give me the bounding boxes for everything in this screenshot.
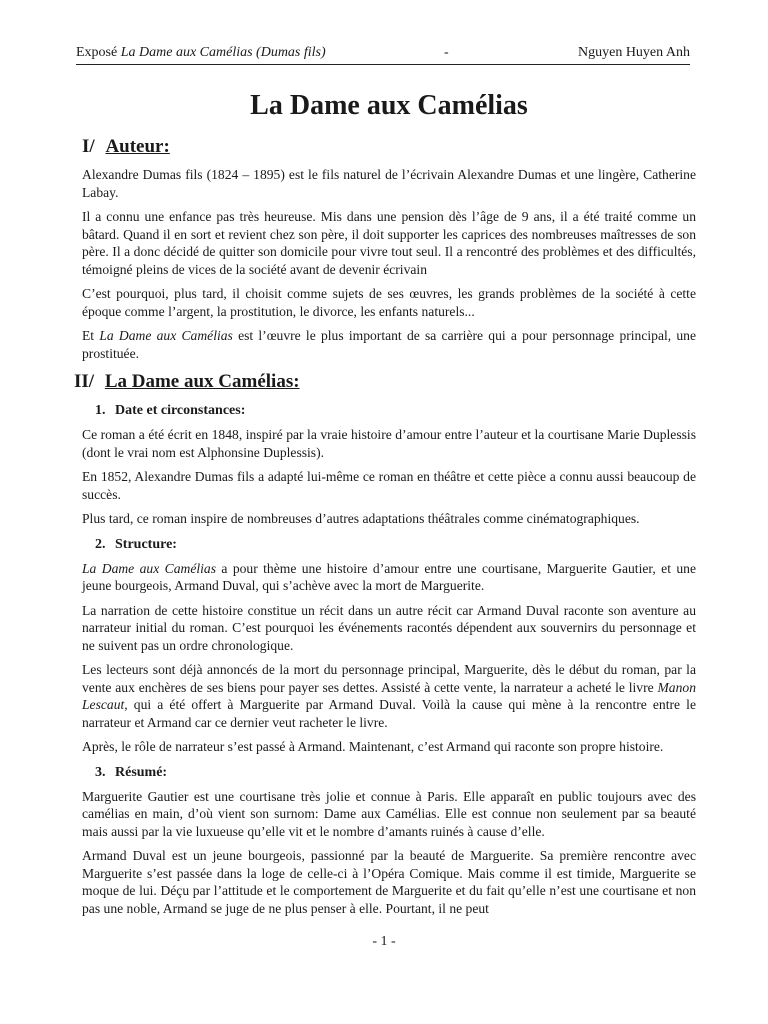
text-run: Et (82, 328, 100, 343)
document-title: La Dame aux Camélias (250, 90, 528, 121)
paragraph: Il a connu une enfance pas très heureuse. Mis dans une pension dès l’âge de 9 ans, il a été traité comme un bâtard. Quand il en sort et revient chez son père, il doit supporter les caprices des nombreuses maîtresses de son père. Il a donc décidé de quitter son domicile pour vivre tout seul. Il a rencontré des problèmes et des difficultés, témoigné pleins de vices de la société avant de devenir écrivain (82, 209, 696, 277)
paragraph: Ce roman a été écrit en 1848, inspiré par la vraie histoire d’amour entre l’auteur et la courtisane Marie Duplessis (dont le vrai nom est Alphonsine Duplessis). (82, 427, 696, 460)
subheading-resume (95, 763, 696, 783)
paragraph (82, 560, 696, 595)
header-work-title: La Dame aux Camélias (Dumas fils) (120, 45, 326, 60)
subheading-number: 1. (95, 403, 106, 418)
paragraph: Alexandre Dumas fils (1824 – 1895) est le fils naturel de l’écrivain Alexandre Dumas et une lingère, Catherine Labay. (82, 167, 696, 200)
section-label: La Dame aux Camélias: (104, 371, 300, 392)
paragraph: Plus tard, ce roman inspire de nombreuses d’autres adaptations théâtrales comme cinématographiques. (82, 511, 640, 526)
section-label: Auteur: (105, 136, 170, 157)
document-body (74, 86, 697, 924)
text-run: a pour thème une histoire d’amour entre une courtisane, Marguerite Gautier, et une jeune bourgeois, Armand Duval, qui s’achève avec la mort de Marguerite. (82, 560, 696, 593)
page-number: - 1 - (372, 934, 396, 949)
subheading-number: 3. (95, 764, 106, 780)
running-header (76, 44, 690, 65)
text-run: Les lecteurs sont déjà annoncés de la mort du personnage principal, Marguerite, dès le début du roman, par la vente aux enchères de ses biens pour payer ses dettes. Assisté à cette vente, la narrateur a acheté le livre (82, 662, 696, 695)
subheading-number: 2. (95, 536, 106, 552)
section-heading-auteur (82, 134, 696, 160)
text-run: qui a été offert à Marguerite par Armand Duval. Voilà la cause qui mène à la rencontre entre le narrateur et Armand car ce dernier veut racheter le livre. (82, 697, 696, 730)
subheading-label: Structure: (115, 536, 177, 552)
subheading-label: Résumé: (115, 764, 168, 780)
paragraph (82, 327, 696, 362)
section-heading-roman (74, 369, 696, 395)
subheading-date (95, 401, 696, 421)
paragraph: Après, le rôle de narrateur s’est passé à Armand. Maintenant, c’est Armand qui raconte son propre histoire. (82, 739, 664, 754)
header-author: Nguyen Huyen Anh (578, 45, 690, 60)
text-run: est l’œuvre le plus important de sa carrière qui a pour personnage principal, une prostituée. (82, 328, 697, 361)
subheading-structure (95, 535, 696, 555)
paragraph: En 1852, Alexandre Dumas fils a adapté lui-même ce roman en théâtre et cette pièce a connu aussi beaucoup de succès. (82, 469, 696, 502)
section-number: II/ (74, 371, 95, 392)
header-title (76, 45, 326, 61)
work-title-italic: Manon Lescaut, (82, 679, 696, 712)
section-number: I/ (82, 136, 95, 157)
paragraph: La narration de cette histoire constitue un récit dans un autre récit car Armand Duval raconte son aventure au narrateur initial du roman. C’est pourquoi les événements racontés dépendent aux souvernirs du personnage et ne suivent pas un ordre chronologique. (82, 602, 696, 653)
work-title-italic: La Dame aux Camélias (82, 560, 216, 576)
paragraph (82, 661, 696, 731)
header-separator: - (444, 45, 449, 60)
subheading-label: Date et circonstances: (115, 403, 246, 418)
work-title-italic: La Dame aux Camélias (99, 328, 233, 343)
paragraph: Marguerite Gautier est une courtisane très jolie et connue à Paris. Elle apparaît en public toujours avec des camélias en main, d’où vient son surnom: Dame aux Camélias. Elle est connue non seulement par sa beauté mais aussi par la vie luxueuse qu’elle vit et le nombre d’amants ruinés à cause d’elle. (82, 788, 696, 839)
header-prefix: Exposé (76, 45, 121, 60)
paragraph: C’est pourquoi, plus tard, il choisit comme sujets de ses œuvres, les grands problèmes de la société à cette époque comme l’argent, la prostitution, le divorce, les enfants naturels... (82, 286, 696, 319)
paragraph: Armand Duval est un jeune bourgeois, passionné par la beauté de Marguerite. Sa première rencontre avec Marguerite s’est passée dans la loge de celle-ci à l’Opéra Comique. Mais comme il est timide, Marguerite se moque de lui. Déçu par l’attitude et le comportement de Marguerite et du fait qu’elle n’est une courtisane et non pas une noble, Armand se juge de ne plus penser à elle. Pourtant, il ne peut (82, 848, 696, 916)
